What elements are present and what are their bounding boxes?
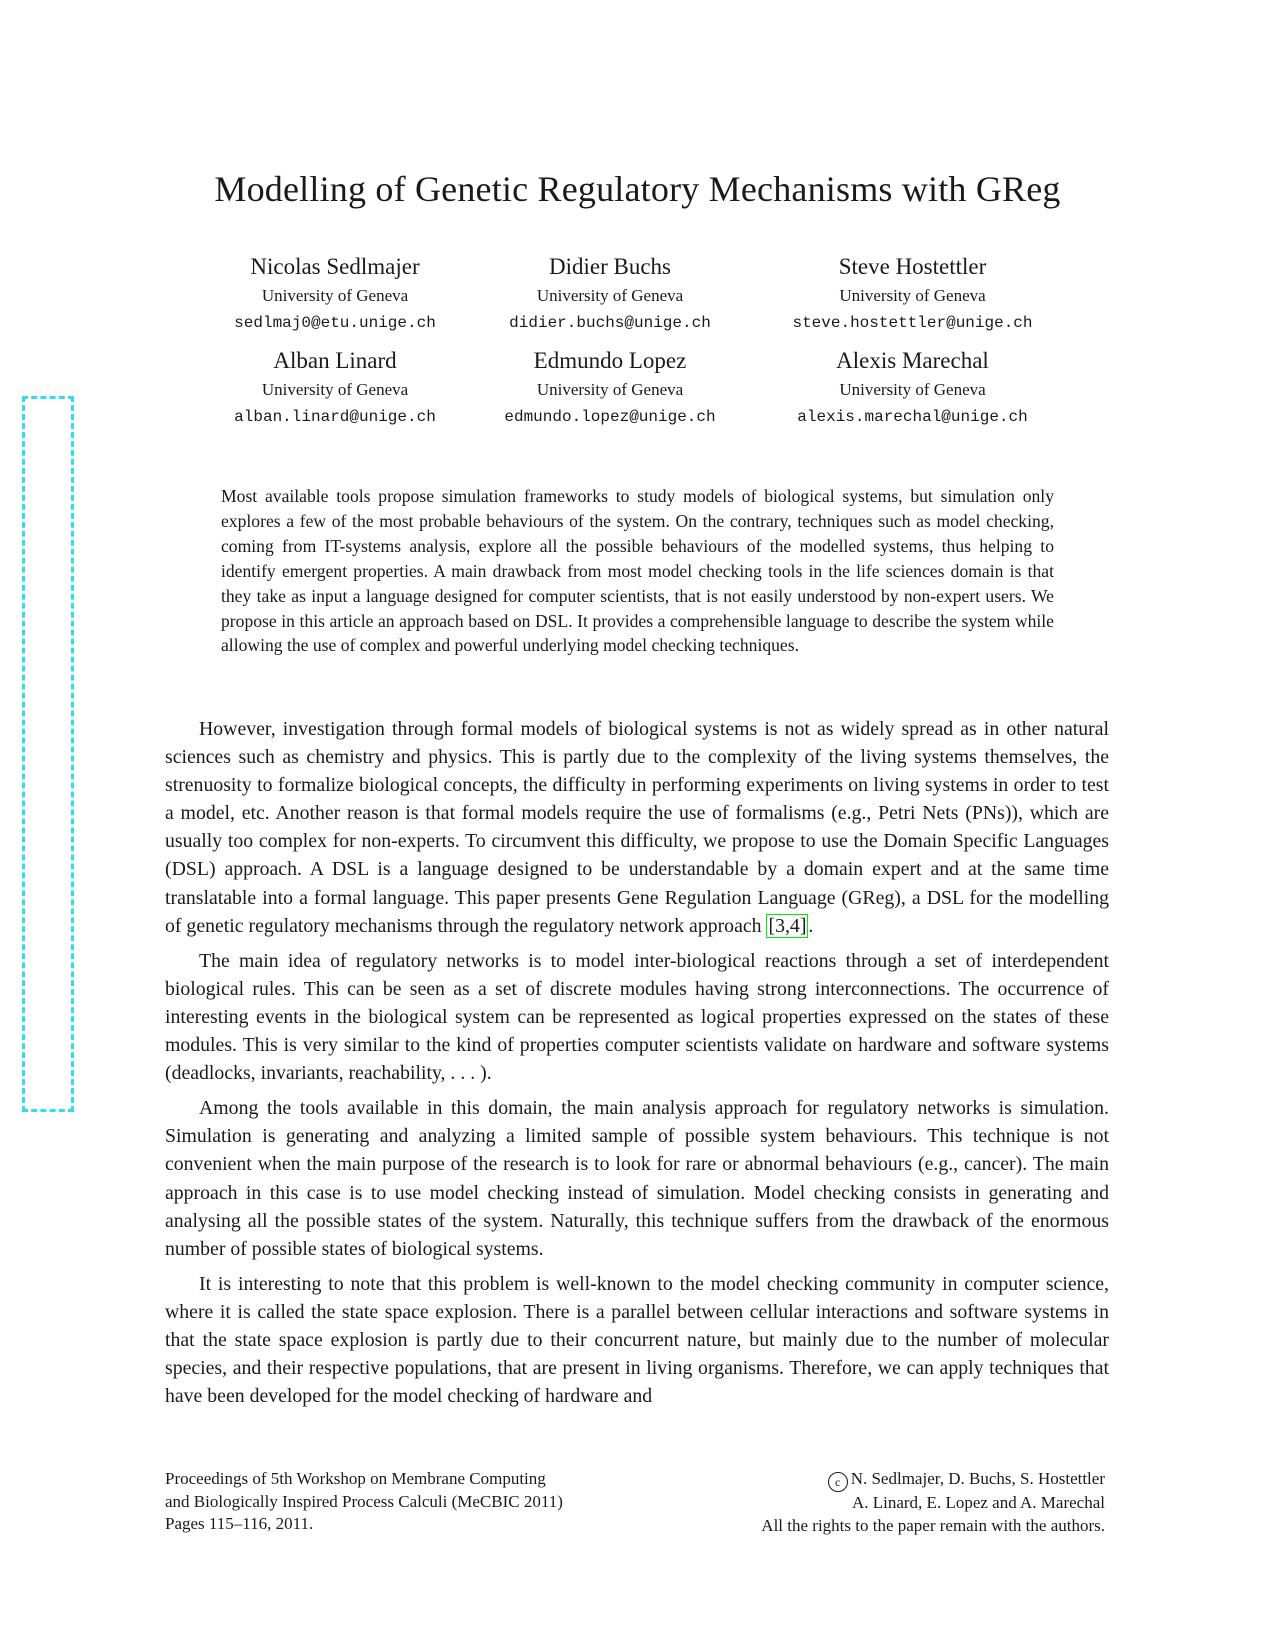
copyright-info: [761, 1468, 1105, 1537]
author-name: Alban Linard: [273, 348, 397, 373]
paragraph: It is interesting to note that this problem is well-known to the model checking community in computer science, where it is called the state space explosion. There is a parallel between cellular interactions and software systems in that the state space explosion is partly due to their concurrent nature, but mainly due to the number of molecular species, and their respective populations, that are present in living organisms. Therefore, we can apply techniques that have been developed for the model checking of hardware and: [165, 1272, 1109, 1408]
author-name: Nicolas Sedlmajer: [250, 254, 420, 279]
author-block: [200, 252, 470, 336]
paragraph-text: However, investigation through formal models of biological systems is not as widely spread as in other natural sciences such as chemistry and physics. This is partly due to the complexity of the living systems themselves, the strenuosity to formalize biological concepts, the difficulty in performing experiments on living systems in order to test a model, etc. Another reason is that formal models require the use of formalisms (e.g., Petri Nets (PNs)), which are usually too complex for non-experts. To circumvent this difficulty, we propose to use the Domain Specific Languages (DSL) approach. A DSL is a language designed to be understandable by a domain expert and at the same time translatable into a formal language. This paper presents Gene Regulation Language (GReg), a DSL for the modelling of genetic regulatory mechanisms through the regulatory network approach: [165, 718, 1109, 937]
paper-title: Modelling of Genetic Regulatory Mechanisms with GReg: [214, 169, 1061, 209]
citation-number[interactable]: 3: [775, 914, 785, 937]
body-text: [165, 715, 1109, 1417]
author-list: [200, 252, 1075, 430]
author-affiliation: University of Geneva: [839, 286, 986, 305]
footer-line: Proceedings of 5th Workshop on Membrane Computing: [165, 1469, 546, 1488]
footer-line: Pages 115–116, 2011.: [165, 1514, 314, 1533]
author-affiliation: University of Geneva: [261, 380, 409, 399]
author-affiliation: University of Geneva: [839, 380, 986, 399]
author-email[interactable]: steve.hostettler@unige.ch: [792, 314, 1033, 332]
author-email[interactable]: alban.linard@unige.ch: [234, 408, 436, 426]
margin-highlight-box: [22, 396, 74, 1112]
footer-line: and Biologically Inspired Process Calculi (MeCBIC 2011): [165, 1491, 563, 1511]
author-affiliation: University of Geneva: [261, 286, 409, 305]
paragraph: However, investigation through formal models of biological systems is not as widely spread as in other natural sciences such as chemistry and physics. This is partly due to the complexity of the living systems themselves, the strenuosity to formalize biological concepts, the difficulty in performing experiments on living systems in order to test a model, etc. Another reason is that formal models require the use of formalisms (e.g., Petri Nets (PNs)), which are usually too complex for non-experts. To circumvent this difficulty, we propose to use the Domain Specific Languages (DSL) approach. A DSL is a language designed to be understandable by a domain expert and at the same time translatable into a formal language. This paper presents Gene Regulation Language (GReg), a DSL for the modelling of genetic regulatory mechanisms through the regulatory network approach [3,4] .: [165, 718, 1109, 937]
author-block: [750, 252, 1075, 336]
copyright-icon: c: [828, 1472, 848, 1492]
citation-link[interactable]: [3,4]: [768, 914, 807, 937]
author-name: Steve Hostettler: [838, 254, 987, 279]
author-email[interactable]: sedlmaj0@etu.unige.ch: [234, 314, 436, 332]
author-affiliation: University of Geneva: [536, 286, 684, 305]
author-block: [750, 346, 1075, 430]
footer-line: All the rights to the paper remain with the authors.: [761, 1515, 1105, 1535]
author-block: [200, 346, 470, 430]
citation-number[interactable]: 4: [789, 914, 800, 937]
copyright-authors: N. Sedlmajer, D. Buchs, S. Hostettler: [850, 1469, 1105, 1488]
author-name: Didier Buchs: [548, 254, 671, 279]
author-block: [470, 346, 750, 430]
footer-line: [761, 1468, 1105, 1492]
author-affiliation: University of Geneva: [536, 380, 684, 399]
footer-line: A. Linard, E. Lopez and A. Marechal: [851, 1493, 1105, 1512]
author-name: Alexis Marechal: [836, 348, 989, 373]
author-name: Edmundo Lopez: [533, 348, 687, 373]
proceedings-info: [165, 1468, 563, 1536]
paragraph: The main idea of regulatory networks is to model inter-biological reactions through a set of interdependent biological rules. This can be seen as a set of discrete modules having strong interconnections. The occurrence of interesting events in the biological system can be represented as logical properties expressed on the states of these modules. This is very similar to the kind of properties computer scientists validate on hardware and software systems (deadlocks, invariants, reachability, . . . ).: [165, 949, 1109, 1085]
author-email[interactable]: didier.buchs@unige.ch: [509, 314, 711, 332]
author-block: [470, 252, 750, 336]
author-email[interactable]: alexis.marechal@unige.ch: [797, 408, 1028, 426]
author-email[interactable]: edmundo.lopez@unige.ch: [504, 408, 716, 426]
paragraph: Among the tools available in this domain, the main analysis approach for regulatory networks is simulation. Simulation is generating and analyzing a limited sample of possible system behaviours. This technique is not convenient when the main purpose of the research is to look for rare or abnormal behaviours (e.g., cancer). The main approach in this case is to use model checking instead of simulation. Model checking consists in generating and analysing all the possible states of the system. Naturally, this technique suffers from the drawback of the enormous number of possible states of biological systems.: [165, 1097, 1109, 1260]
abstract: Most available tools propose simulation frameworks to study models of biological systems, but simulation only explores a few of the most probable behaviours of the system. On the contrary, techniques such as model checking, coming from IT-systems analysis, explore all the possible behaviours of the modelled systems, thus helping to identify emergent properties. A main drawback from most model checking tools in the life sciences domain is that they take as input a language designed for computer scientists, that is not easily understood by non-expert users. We propose in this article an approach based on DSL. It provides a comprehensible language to describe the system while allowing the use of complex and powerful underlying model checking techniques.: [221, 486, 1054, 656]
